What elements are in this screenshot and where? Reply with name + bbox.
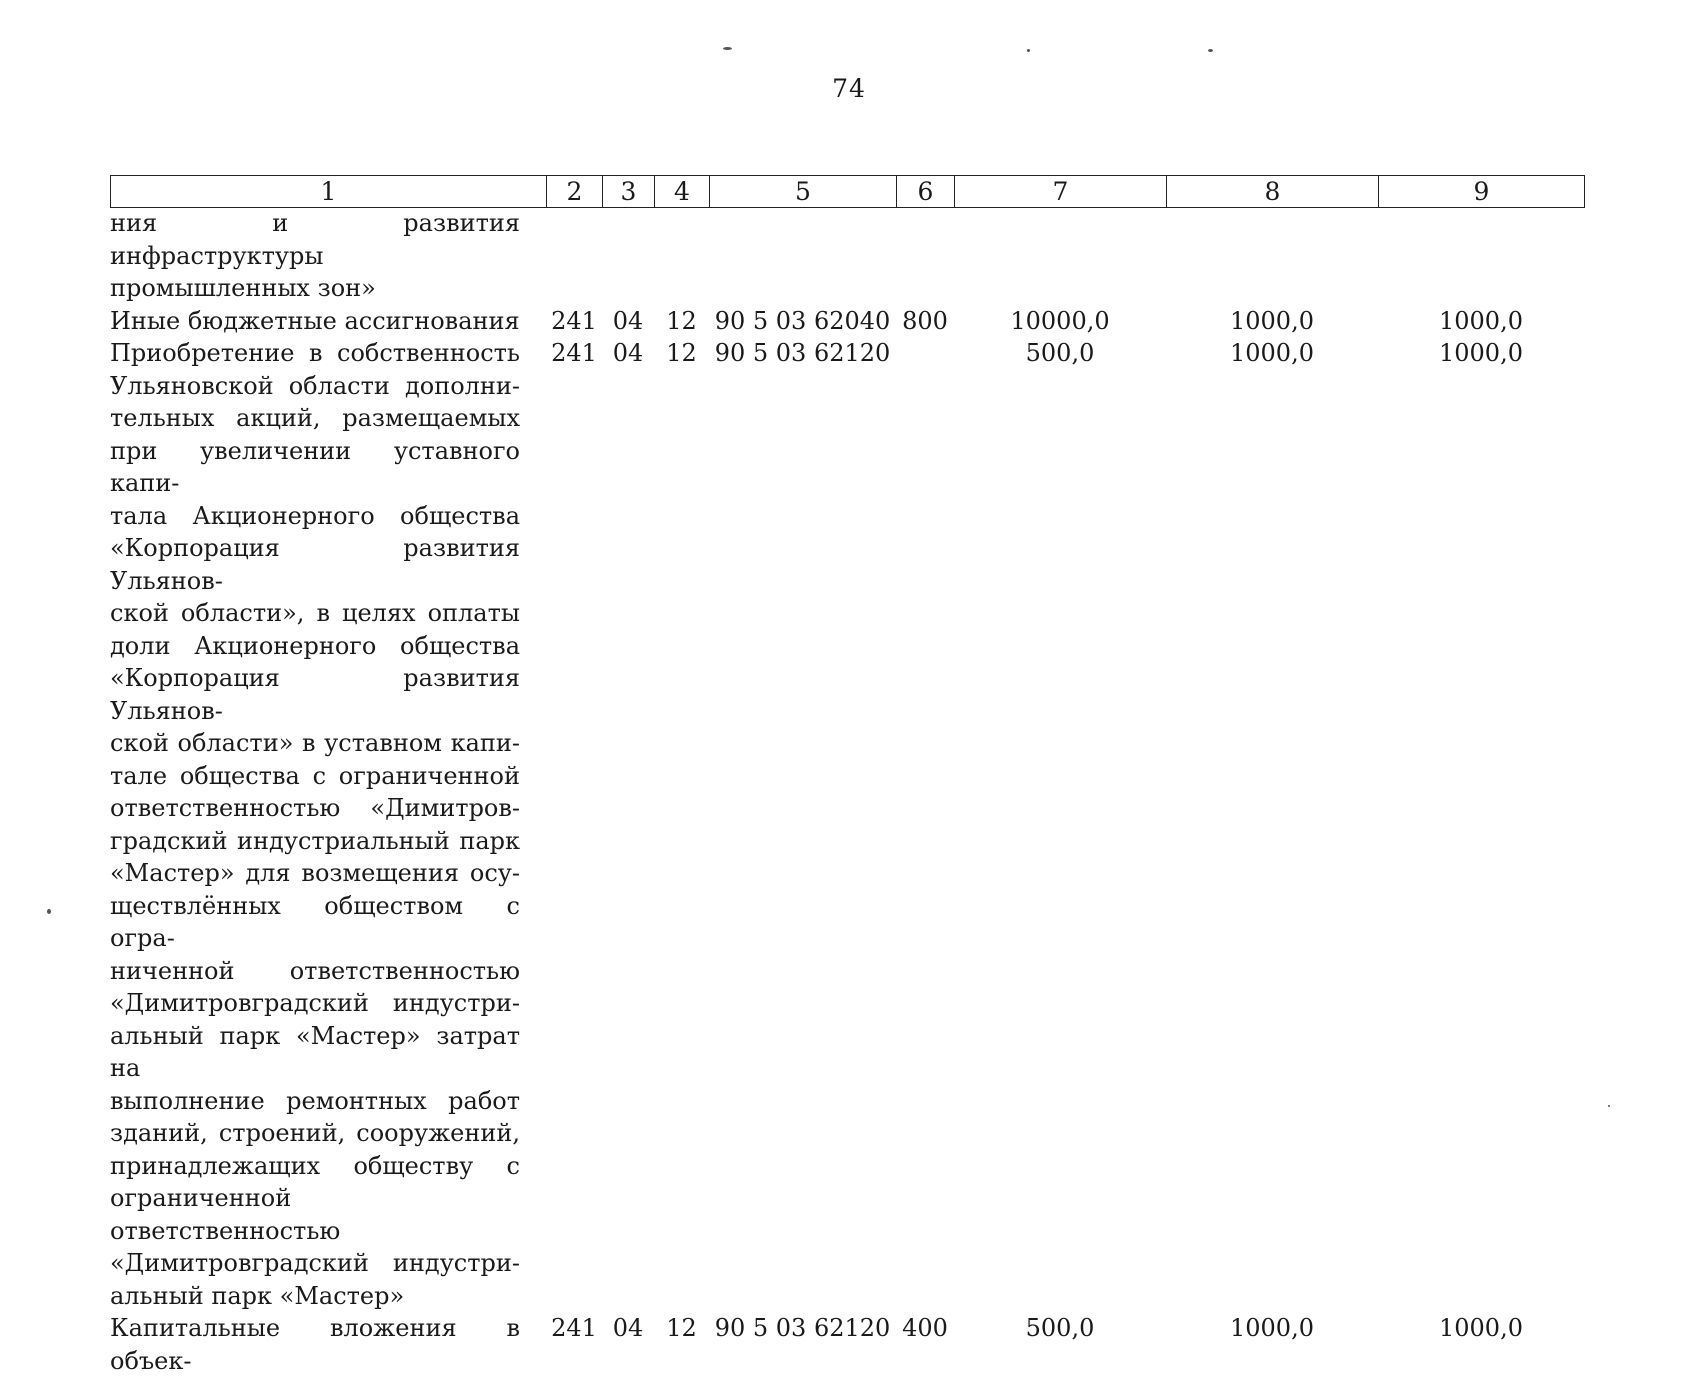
description-line: при увеличении уставного капи- (110, 436, 520, 497)
description-line: Иные бюджетные ассигнования (110, 306, 520, 335)
description-line: промышленных зон» (110, 274, 376, 302)
row-description (110, 337, 520, 1312)
cell-col-9: 1000,0 (1439, 1314, 1523, 1342)
column-header-6: 6 (897, 176, 955, 208)
description-line: Капитальные вложения в объек- (110, 1314, 520, 1375)
table-row (110, 1312, 1584, 1377)
description-line: «Мастер» для возмещения осу- (110, 859, 520, 887)
cell-col-2: 241 (551, 1314, 597, 1342)
cell-col-7: 500,0 (1025, 339, 1095, 367)
cell-col-6: 400 (902, 1314, 948, 1342)
description-line: Ульяновской области дополни- (110, 371, 520, 400)
description-line: ществлённых обществом с огра- (110, 891, 520, 952)
description-line: альный парк «Мастер» (110, 1281, 405, 1310)
description-line: тала Акционерного общества (110, 501, 520, 530)
column-header-3: 3 (603, 176, 655, 208)
description-line: ния и развития инфраструктуры (110, 209, 520, 270)
column-header-9: 9 (1379, 176, 1585, 208)
description-line: принадлежащих обществу с (110, 1151, 520, 1180)
column-header-table (110, 175, 1585, 208)
column-header-5: 5 (710, 176, 897, 208)
row-description (110, 207, 520, 305)
description-line: «Корпорация развития Ульянов- (110, 534, 520, 595)
cell-col-8: 1000,0 (1230, 306, 1314, 335)
column-header-2: 2 (547, 176, 603, 208)
cell-col-4: 12 (666, 1314, 697, 1342)
table-row (110, 305, 1584, 338)
description-line: ограниченной ответственностью (110, 1184, 341, 1245)
page-number: 74 (832, 74, 866, 103)
description-line: доли Акционерного общества (110, 631, 520, 660)
cell-col-5: 90 5 03 62120 (714, 1314, 891, 1342)
scan-speck (1027, 49, 1030, 52)
description-line: тельных акций, размещаемых (110, 404, 520, 432)
column-header-8: 8 (1167, 176, 1379, 208)
cell-col-8: 1000,0 (1230, 339, 1314, 367)
description-line: «Димитровградский индустри- (110, 1249, 520, 1277)
description-line: ниченной ответственностью (110, 956, 520, 985)
cell-col-9: 1000,0 (1439, 339, 1523, 367)
row-description (110, 305, 520, 338)
description-line: ской области» в уставном капи- (110, 729, 520, 757)
cell-col-9: 1000,0 (1439, 306, 1523, 335)
cell-col-6: 800 (902, 306, 948, 335)
description-line: ответственностью «Димитров- (110, 794, 520, 822)
description-line: тале общества с ограниченной (110, 761, 520, 790)
cell-col-2: 241 (551, 306, 597, 335)
column-header-7: 7 (955, 176, 1167, 208)
table-row (110, 207, 1584, 305)
cell-col-2: 241 (551, 339, 597, 367)
row-description (110, 1312, 520, 1377)
description-line: «Димитровградский индустри- (110, 989, 520, 1017)
scan-speck (1208, 49, 1213, 52)
column-header-row (111, 176, 1585, 208)
scan-speck (47, 909, 51, 914)
cell-col-4: 12 (666, 306, 697, 335)
cell-col-3: 04 (612, 306, 644, 335)
table-body (110, 207, 1584, 1377)
description-line: зданий, строений, сооружений, (110, 1119, 520, 1147)
cell-col-8: 1000,0 (1230, 1314, 1314, 1342)
description-line: «Корпорация развития Ульянов- (110, 664, 520, 725)
column-header-1: 1 (111, 176, 547, 208)
column-header-4: 4 (655, 176, 710, 208)
cell-col-5: 90 5 03 62040 (714, 306, 891, 335)
description-line: градский индустриальный парк (110, 826, 520, 855)
cell-col-4: 12 (666, 339, 697, 367)
table-row (110, 337, 1584, 1312)
scan-speck (1608, 1105, 1610, 1107)
cell-col-3: 04 (612, 1314, 644, 1342)
cell-col-3: 04 (612, 339, 644, 367)
cell-col-5: 90 5 03 62120 (714, 339, 891, 367)
description-line: альный парк «Мастер» затрат на (110, 1021, 520, 1082)
cell-col-7: 500,0 (1025, 1314, 1095, 1342)
scan-speck (723, 47, 732, 50)
description-line: Приобретение в собственность (110, 339, 520, 367)
description-line: ской области», в целях оплаты (110, 599, 520, 627)
cell-col-7: 10000,0 (1010, 306, 1110, 335)
description-line: выполнение ремонтных работ (110, 1086, 520, 1115)
